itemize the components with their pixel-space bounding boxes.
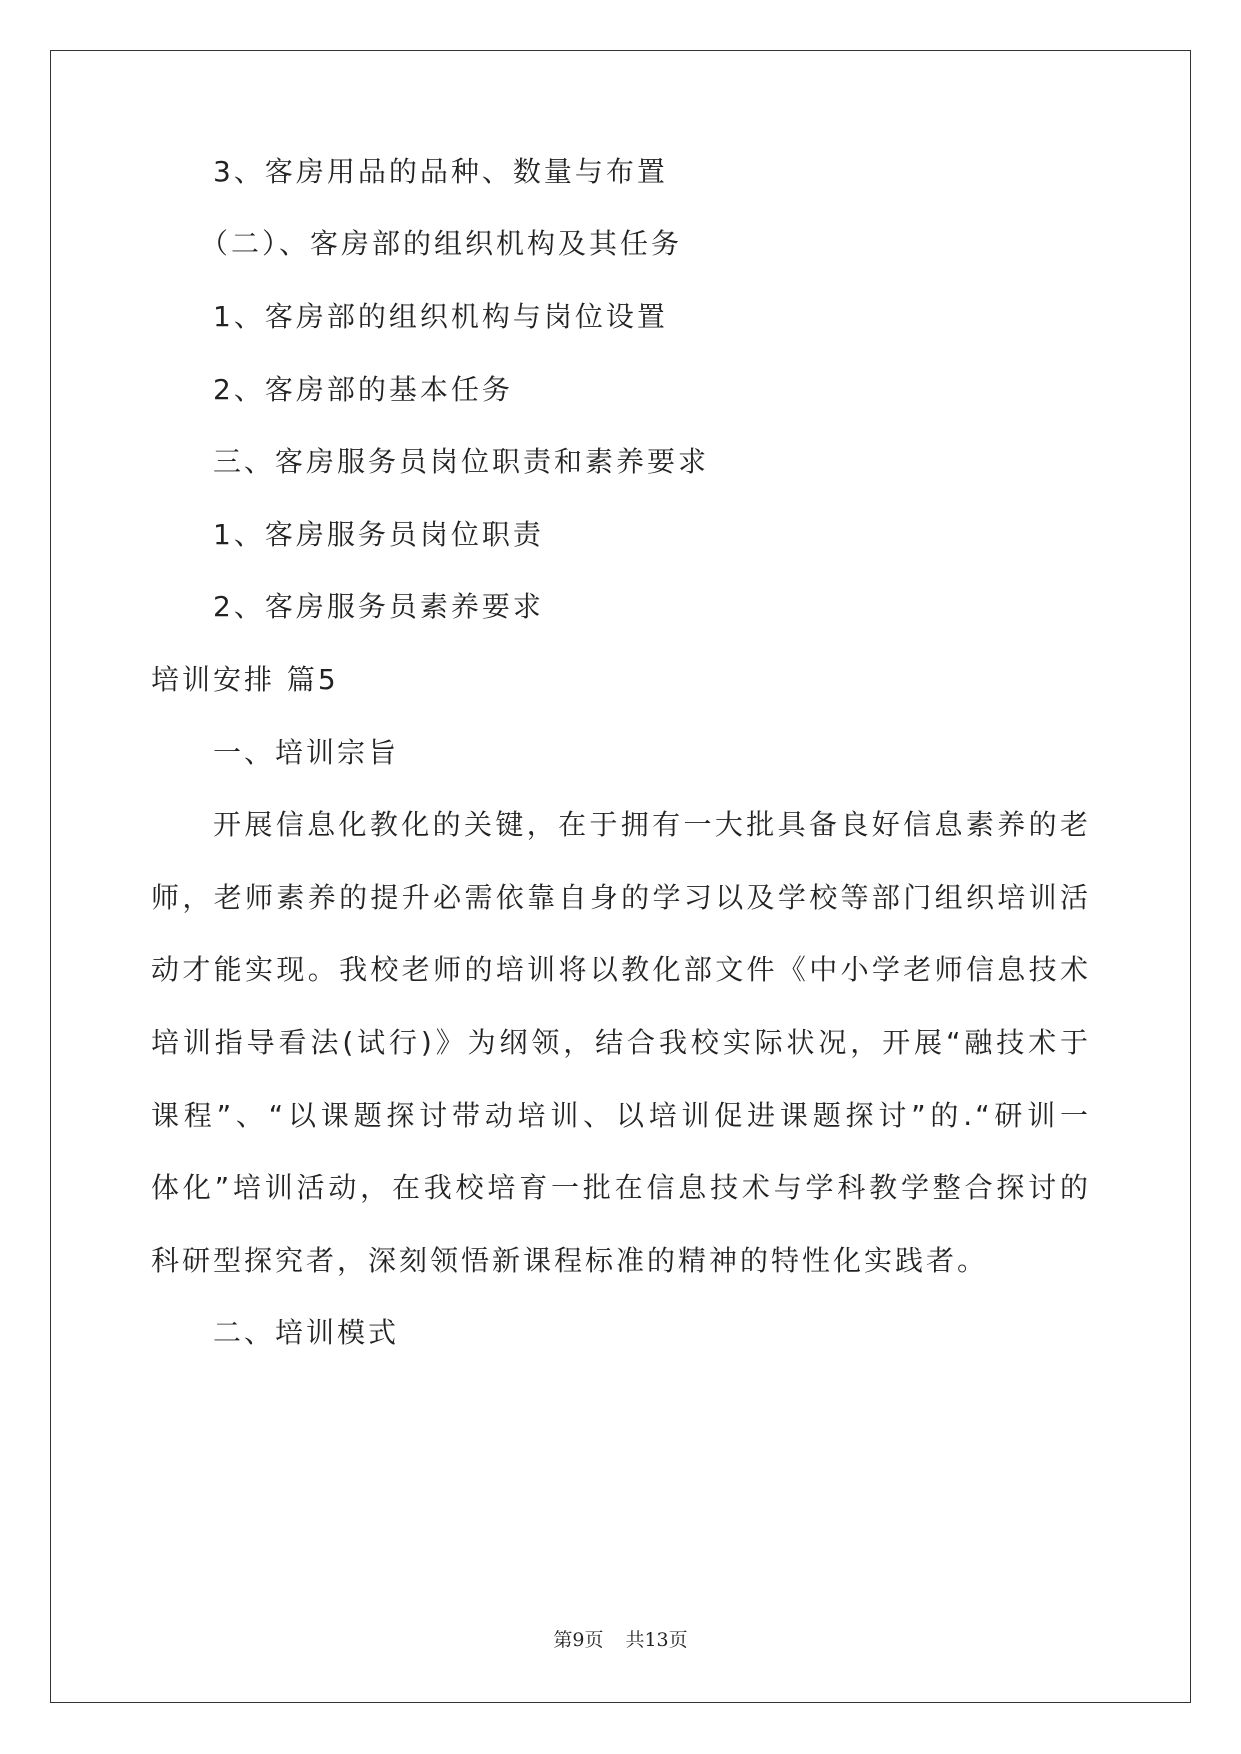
paragraph-line-2: 师，老师素养的提升必需依靠自身的学习以及学校等部门组织培训活 xyxy=(151,881,1091,914)
page-footer xyxy=(0,1628,1241,1652)
text-line-7: 2、客房服务员素养要求 xyxy=(213,590,544,623)
paragraph-line-7: 科研型探究者，深刻领悟新课程标准的精神的特性化实践者。 xyxy=(151,1244,989,1277)
page-number-total: 共13页 xyxy=(625,1629,688,1651)
text-line-1: 3、客房用品的品种、数量与布置 xyxy=(213,155,668,188)
heading-mode: 二、培训模式 xyxy=(213,1316,400,1349)
text-line-6: 1、客房服务员岗位职责 xyxy=(213,518,544,551)
text-line-5: 三、客房服务员岗位职责和素养要求 xyxy=(213,445,710,478)
paragraph-line-3: 动才能实现。我校老师的培训将以教化部文件《中小学老师信息技术 xyxy=(151,953,1091,986)
text-line-4: 2、客房部的基本任务 xyxy=(213,373,513,406)
heading-purpose: 一、培训宗旨 xyxy=(213,736,400,769)
text-line-2: （二）、客房部的组织机构及其任务 xyxy=(200,227,683,260)
section-title: 培训安排 篇5 xyxy=(151,663,339,696)
paragraph-line-6: 体化”培训活动，在我校培育一批在信息技术与学科教学整合探讨的 xyxy=(151,1171,1091,1204)
paragraph-line-5: 课程”、“以课题探讨带动培训、以培训促进课题探讨”的.“研训一 xyxy=(151,1099,1091,1132)
page-number-current: 第9页 xyxy=(553,1629,604,1651)
paragraph-line-4: 培训指导看法(试行)》为纲领，结合我校实际状况，开展“融技术于 xyxy=(151,1026,1091,1059)
text-line-3: 1、客房部的组织机构与岗位设置 xyxy=(213,300,668,333)
paragraph-line-1: 开展信息化教化的关键，在于拥有一大批具备良好信息素养的老 xyxy=(213,808,1091,841)
